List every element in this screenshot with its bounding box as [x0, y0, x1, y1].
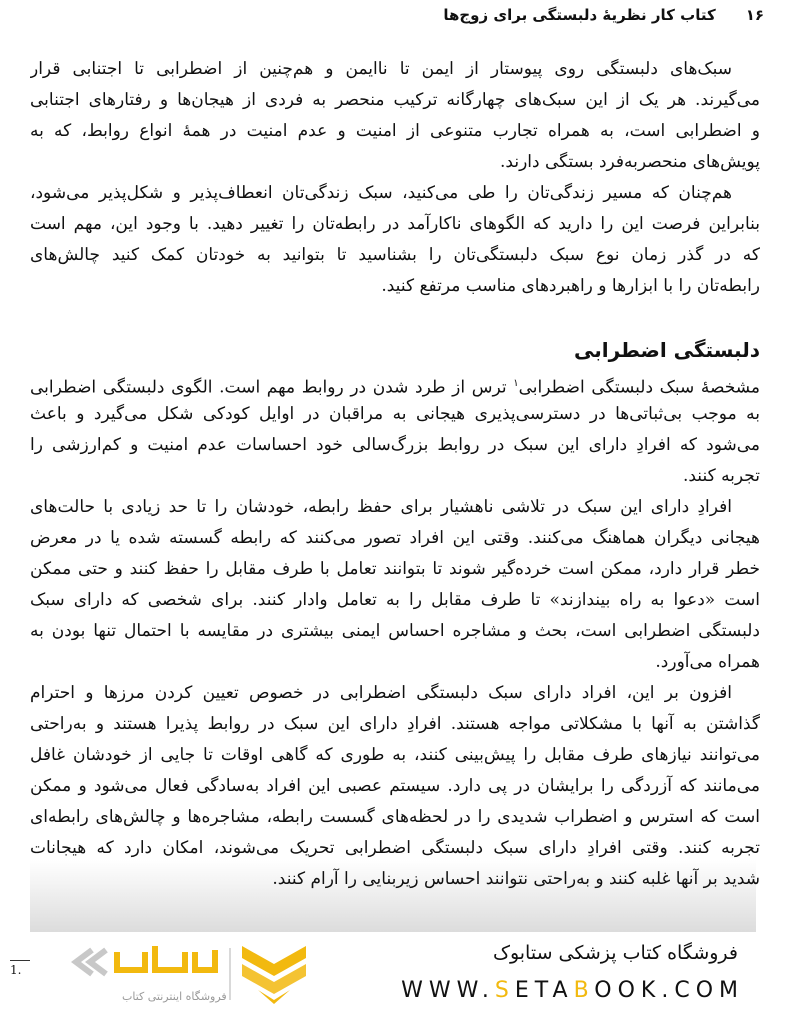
text-line: افرادِ دارای این سبک در تلاشی ناهشیار برای حفظ رابطه، خودشان را تا حد زیادی با حالت‌های: [30, 497, 732, 517]
text-line: همراه می‌آورد.: [655, 652, 760, 672]
store-url[interactable]: [401, 978, 744, 1003]
text-line: می‌شود که افرادِ دارای این سبک در روابط بزرگ‌سالی خود احساسات عدم امنیت و کم‌ارزشی را: [30, 435, 760, 455]
text-line: رابطه‌تان را با ابزارها و راهبردهای مناسب مرتفع کنید.: [381, 276, 760, 296]
page-number: ۱۶: [745, 6, 764, 24]
text-line: که در گذر زمان نوع سبک دلبستگی‌تان را بشناسید تا بتوانید به خودتان کمک کنید چالش‌های: [30, 245, 760, 265]
svg-text:فروشگاه اینترنتی کتاب: فروشگاه اینترنتی کتاب: [122, 990, 227, 1003]
text-line: تجربه کنند.: [682, 466, 760, 486]
running-header: [443, 6, 764, 24]
text-line: و اضطرابی است، به همراه تجارب متنوعی از امنیت و عدم امنیت در همهٔ انواع روابط، که به: [30, 121, 760, 141]
text-line: هیجانی دیگران هماهنگ می‌کنند. وقتی این افراد تصور می‌کنند که رابطه گسسته شده یا در معرض: [30, 528, 760, 548]
url-part: WWW.: [401, 978, 495, 1003]
text-line: است که استرس و اضطراب شدیدی را در لحظه‌های گسست رابطه، مشاجره‌ها و چالش‌های رابطه‌ای: [30, 807, 760, 827]
text-line: به موجب بی‌ثباتی‌ها در دسترسی‌پذیری هیجانی به مراقبان در اوایل کودکی شکل می‌گیرد و باعث: [30, 404, 760, 424]
url-part: OOK.COM: [594, 978, 744, 1003]
text-line: گذاشتن به آنها با مشکلاتی مواجه هستند. افرادِ دارای این سبک در روابط پذیرا هستند و به‌راحتی: [30, 714, 760, 734]
footnote: 1.: [10, 960, 30, 977]
setabook-logo: [62, 938, 312, 1008]
text-line: می‌توانند نیازهای طرف مقابل را پیش‌بینی کنند، به طوری که گاهی اوقات تا جایی از خودشان غافل: [30, 745, 760, 765]
text-fragment: ترس از طرد شدن در روابط مهم است. الگوی دلبستگی اضطرابی: [30, 377, 514, 398]
section-heading: دلبستگی اضطرابی: [574, 338, 760, 362]
store-name: فروشگاه کتاب پزشکی ستابوک: [492, 942, 738, 964]
running-title: کتاب کار نظریهٔ دلبستگی برای زوج‌ها: [443, 6, 716, 24]
text-line: شدید بر آنها غلبه کنند و به‌راحتی نتوانند احساس زیربنایی را آرام کنند.: [272, 869, 760, 889]
text-line: دلبستگی اضطرابی است، بحث و مشاجره احساس ایمنی بیشتری در مقایسه با احتمال تنها بودن به: [30, 621, 760, 641]
text-line: تجربه کنند. وقتی افرادِ دارای سبک دلبستگی اضطرابی تحریک می‌شوند، امکان دارد که هیجانات: [30, 838, 760, 858]
text-line: سبک‌های دلبستگی روی پیوستار از ایمن تا ناایمن و هم‌چنین از اضطرابی تا اجتنابی قرار: [30, 59, 732, 79]
text-line: پویش‌های منحصربه‌فرد بستگی دارند.: [500, 152, 760, 172]
text-fragment: مشخصهٔ سبک دلبستگی اضطرابی: [518, 377, 760, 398]
text-line: [30, 368, 760, 399]
text-line: می‌گیرند. هر یک از این سبک‌های چهارگانه ترکیب منحصر به فردی از هیجان‌ها و رفتارهای اجتنابی: [30, 90, 760, 110]
text-line: افزون بر این، افراد دارای سبک دلبستگی اضطرابی در خصوص تعیین کردن مرزها و احترام: [30, 683, 732, 703]
url-part: S: [494, 978, 515, 1003]
text-line: می‌مانند که آزردگی را برایشان در پی دارد. سیستم عصبی این افراد به‌سادگی فعال می‌شود و ممکن: [30, 776, 760, 796]
text-line: است «دعوا به راه بیندازند» تا طرف مقابل را به تعامل وادار کنند. برای شخصی که دارای سبک: [30, 590, 760, 610]
url-part: ETA: [514, 978, 574, 1003]
text-line: بنابراین فرصت این را دارید که الگوهای ناکارآمد در رابطه‌تان را تغییر دهید. با وجود این، مهم است: [30, 214, 760, 234]
url-part: B: [573, 978, 595, 1003]
text-line: خطر قرار دارد، ممکن است خرده‌گیر شوند تا بتوانند تعامل با طرف مقابل را حفظ کنند و حتی ممکن: [30, 559, 760, 579]
text-line: هم‌چنان که مسیر زندگی‌تان را طی می‌کنید، سبک زندگی‌تان انعطاف‌پذیر و شکل‌پذیر می‌شود،: [30, 183, 732, 203]
footnote-ref[interactable]: ۱: [513, 378, 519, 389]
body-text: [30, 54, 760, 895]
